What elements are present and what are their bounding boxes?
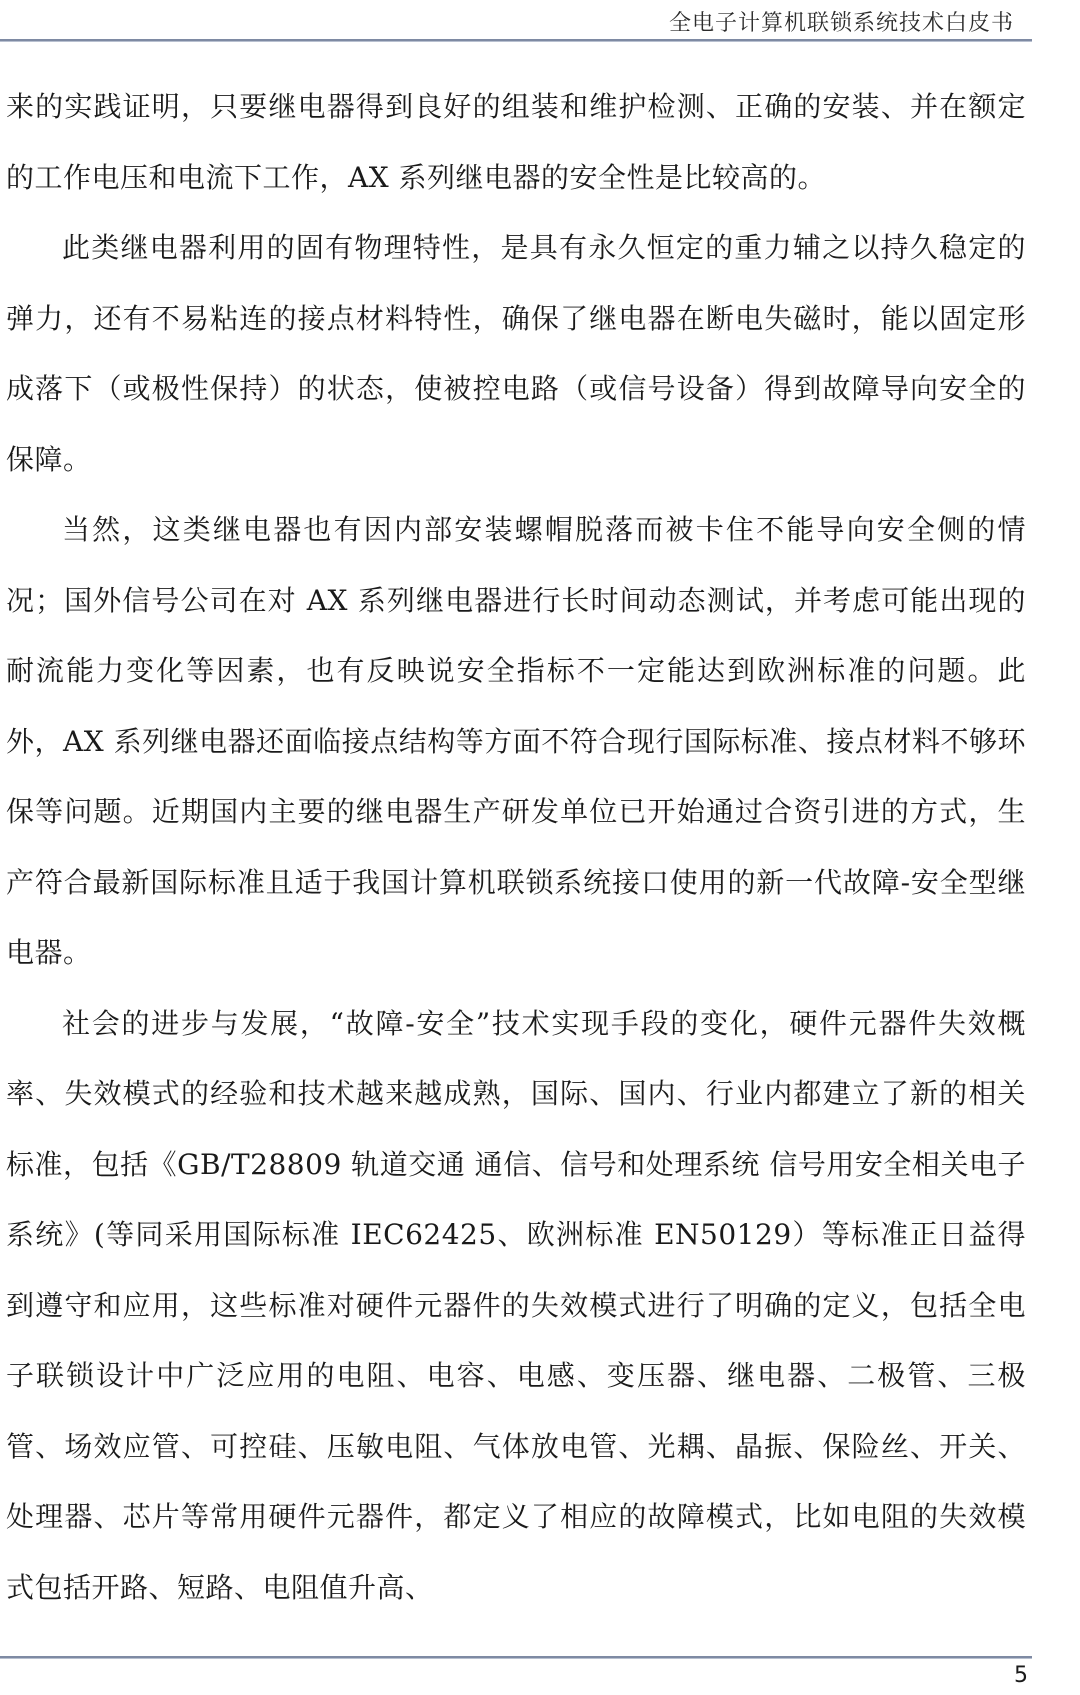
running-title: 全电子计算机联锁系统技术白皮书 bbox=[668, 11, 1014, 36]
paragraph-continuation: 来的实践证明，只要继电器得到良好的组装和维护检测、正确的安装、并在额定的工作电压和电流下工作，AX 系列继电器的安全性是比较高的。 bbox=[6, 90, 1026, 194]
page-number: 5 bbox=[1014, 1663, 1028, 1688]
paragraph: 社会的进步与发展，“故障-安全”技术实现手段的变化，硬件元器件失效概率、失效模式的经验和技术越来越成熟，国际、国内、行业内都建立了新的相关标准，包括《GB/T28809 轨道交通 通信、信号和处理系统 信号用安全相关电子系统》(等同采用国际标准 IEC62425、欧洲标准 EN50129）等标准正日益得到遵守和应用，这些标准对硬件元器件的失效模式进行了明确的定义，包括全电子联锁设计中广泛应用的电阻、电容、电感、变压器、继电器、二极管、三极管、场效应管、可控硅、压敏电阻、气体放电管、光耦、晶振、保险丝、开关、处理器、芯片等常用硬件元器件，都定义了相应的故障模式，比如电阻的失效模式包括开路、短路、电阻值升高、 bbox=[6, 1006, 1026, 1604]
footer-rule bbox=[0, 1656, 1032, 1659]
paragraph: 此类继电器利用的固有物理特性，是具有永久恒定的重力辅之以持久稳定的弹力，还有不易粘连的接点材料特性，确保了继电器在断电失磁时，能以固定形成落下（或极性保持）的状态，使被控电路（或信号设备）得到故障导向安全的保障。 bbox=[6, 231, 1026, 476]
body-text bbox=[6, 72, 1026, 1623]
paragraph: 当然，这类继电器也有因内部安装螺帽脱落而被卡住不能导向安全侧的情况；国外信号公司在对 AX 系列继电器进行长时间动态测试，并考虑可能出现的耐流能力变化等因素，也有反映说安全指标不一定能达到欧洲标准的问题。此外，AX 系列继电器还面临接点结构等方面不符合现行国际标准、接点材料不够环保等问题。近期国内主要的继电器生产研发单位已开始通过合资引进的方式，生产符合最新国际标准且适于我国计算机联锁系统接口使用的新一代故障-安全型继电器。 bbox=[6, 513, 1026, 969]
header-rule bbox=[0, 39, 1032, 42]
